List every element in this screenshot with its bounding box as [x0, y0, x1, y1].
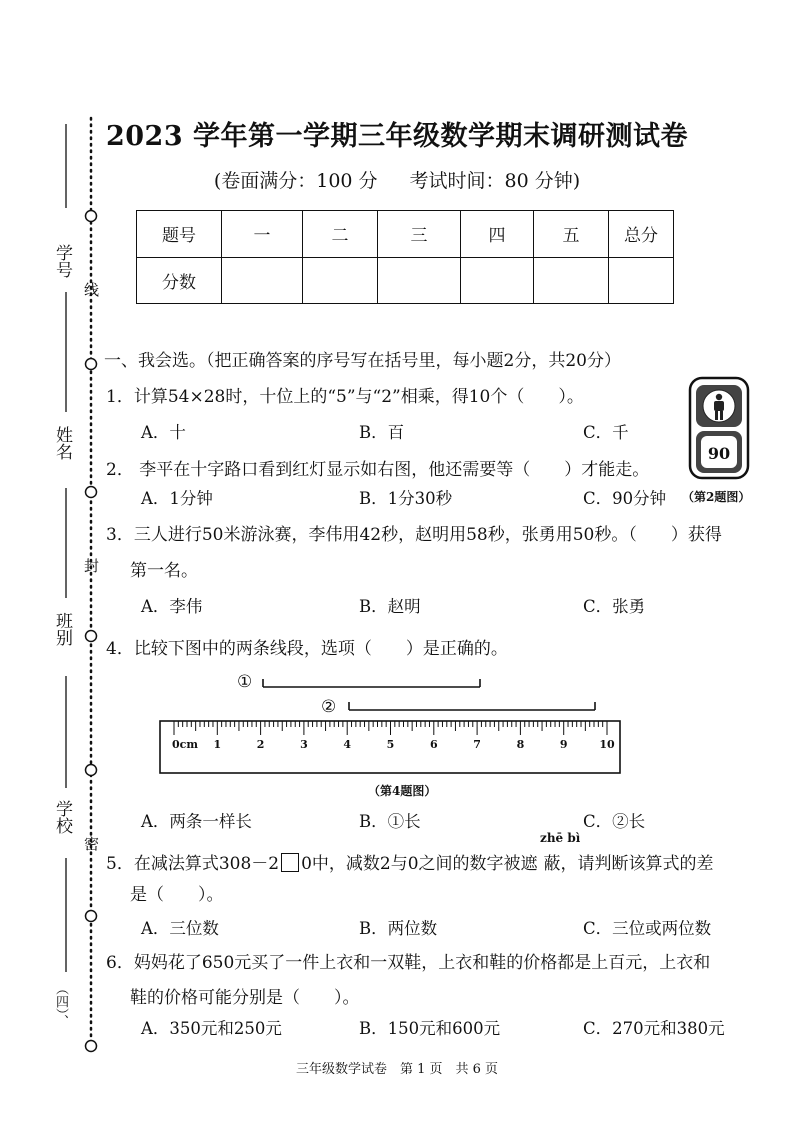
binding-char-line: 线	[82, 282, 100, 297]
q3-option-c[interactable]: C．张勇	[583, 597, 646, 616]
binding-char-secret: 密	[82, 836, 100, 851]
binding-hole	[86, 765, 97, 776]
q1-option-b[interactable]: B．百	[359, 423, 405, 442]
score-cell[interactable]	[461, 257, 534, 304]
q5-option-a[interactable]: A．三位数	[141, 919, 219, 938]
question-3-stem: 3．三人进行50米游泳赛，李伟用42秒，赵明用58秒，张勇用50秒。（ ）获得	[106, 525, 722, 545]
score-table	[136, 210, 674, 304]
score-cell[interactable]	[222, 257, 303, 304]
score-header-cell: 一	[222, 211, 303, 258]
ruler-label: 7	[473, 738, 481, 751]
exam-subtitle	[0, 166, 794, 193]
q5-option-c[interactable]: C．三位或两位数	[583, 919, 712, 938]
page-footer: 三年级数学试卷 第 1 页 共 6 页	[295, 1062, 499, 1077]
q4-option-b[interactable]: B．①长	[359, 812, 421, 831]
traffic-light-figure	[688, 376, 750, 480]
full-score: (卷面满分：100 分	[213, 170, 378, 192]
ruler-label: 10	[599, 738, 615, 751]
score-table-score-row	[137, 257, 674, 304]
section-heading: 一、我会选。（把正确答案的序号写在括号里，每小题2分，共20分）	[104, 351, 621, 371]
question-4-stem: 4．比较下图中的两条线段，选项（ ）是正确的。	[106, 639, 508, 659]
score-header-cell: 总分	[609, 211, 674, 258]
question-3-stem-cont: 第一名。	[130, 561, 198, 581]
q1-option-a[interactable]: A．十	[141, 423, 186, 442]
q5-stem-part-b: 0中，减数2与0之间的数字被遮	[301, 854, 538, 874]
ruler-label: 2	[256, 738, 265, 751]
score-header-cell: 题号	[137, 211, 222, 258]
score-cell[interactable]	[378, 257, 461, 304]
q5-pinyin: zhē bì	[540, 831, 581, 845]
score-header-cell: 四	[461, 211, 534, 258]
q6-option-c[interactable]: C．270元和380元	[583, 1019, 725, 1038]
score-header-cell: 二	[303, 211, 378, 258]
question-5-stem	[106, 849, 714, 874]
q6-option-b[interactable]: B．150元和600元	[359, 1019, 501, 1038]
score-row-label: 分数	[137, 257, 222, 304]
segment-2	[349, 702, 595, 710]
binding-char-seal: 封	[82, 558, 100, 573]
segment-1-label: ①	[237, 672, 253, 692]
hidden-digit-box	[281, 853, 299, 872]
q4-figure-caption: （第4题图）	[368, 784, 437, 798]
score-cell[interactable]	[534, 257, 609, 304]
ruler-label: 4	[343, 738, 352, 751]
ruler-label: 1	[213, 738, 222, 751]
q5-stem-part-c: 蔽，请判断该算式的差	[543, 854, 714, 874]
q2-option-c[interactable]: C．90分钟	[583, 489, 667, 508]
question-1-stem: 1．计算54×28时，十位上的“5”与“2”相乘，得10个（ ）。	[106, 387, 584, 407]
class-label: 班别	[52, 612, 72, 646]
score-cell[interactable]	[609, 257, 674, 304]
q3-option-a[interactable]: A．李伟	[141, 597, 203, 616]
pedestrian-icon	[716, 394, 722, 400]
exam-time: 考试时间：80 分钟)	[409, 170, 581, 192]
q3-option-b[interactable]: B．赵明	[359, 597, 421, 616]
ruler-label: 6	[429, 738, 438, 751]
ruler-label: 0cm	[172, 738, 198, 751]
q2-option-a[interactable]: A．1分钟	[141, 489, 213, 508]
q5-stem-part-a: 5．在减法算式308－2	[106, 854, 280, 874]
question-6-stem-cont: 鞋的价格可能分别是（ ）。	[130, 988, 360, 1008]
segment-1	[263, 679, 480, 687]
score-header-cell: 五	[534, 211, 609, 258]
question-5-stem-cont: 是（ ）。	[130, 885, 224, 905]
q4-option-a[interactable]: A．两条一样长	[141, 812, 252, 831]
student-id-label: 学号	[52, 244, 72, 278]
traffic-light-countdown: 90	[707, 444, 731, 463]
q5-option-b[interactable]: B．两位数	[359, 919, 438, 938]
score-cell[interactable]	[303, 257, 378, 304]
segments-and-ruler	[150, 670, 630, 780]
question-2-stem: 2． 李平在十字路口看到红灯显示如右图，他还需要等（ ）才能走。	[106, 460, 650, 480]
exam-title: 2023 学年第一学期三年级数学期末调研测试卷	[105, 121, 689, 152]
segment-2-label: ②	[321, 697, 337, 717]
binding-hole	[86, 487, 97, 498]
q4-option-c[interactable]: C．②长	[583, 812, 646, 831]
binding-partial-text: （四）、	[53, 982, 68, 1028]
binding-hole	[86, 911, 97, 922]
q2-option-b[interactable]: B．1分30秒	[359, 489, 453, 508]
binding-hole	[86, 1041, 97, 1052]
binding-hole	[86, 359, 97, 370]
ruler-label: 3	[300, 738, 308, 751]
ruler-label: 8	[516, 738, 525, 751]
ruler-label: 5	[386, 738, 395, 751]
q2-figure-caption: （第2题图）	[682, 490, 751, 504]
binding-hole	[86, 211, 97, 222]
binding-hole	[86, 631, 97, 642]
school-label: 学校	[52, 800, 72, 834]
name-label: 姓名	[52, 426, 72, 460]
q1-option-c[interactable]: C．千	[583, 423, 629, 442]
q6-option-a[interactable]: A．350元和250元	[141, 1019, 282, 1038]
score-header-cell: 三	[378, 211, 461, 258]
score-table-header-row	[137, 211, 674, 258]
question-6-stem: 6．妈妈花了650元买了一件上衣和一双鞋，上衣和鞋的价格都是上百元，上衣和	[106, 953, 711, 973]
ruler-label: 9	[559, 738, 568, 751]
